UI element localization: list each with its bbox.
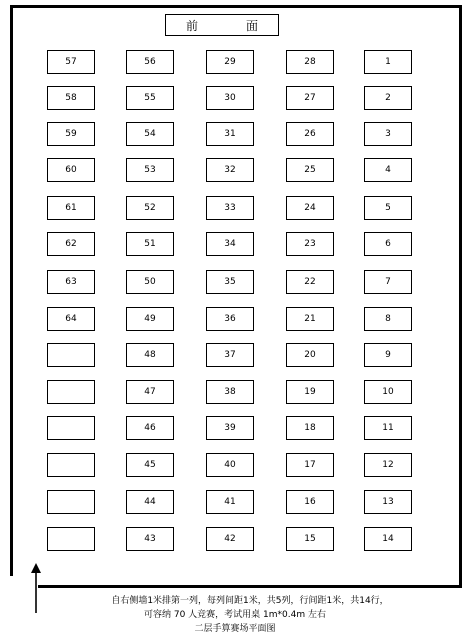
desk-seat: 16 xyxy=(286,490,334,514)
desk-seat: 57 xyxy=(47,50,95,74)
desk-seat xyxy=(47,527,95,551)
desk-seat: 49 xyxy=(126,307,174,331)
front-label-text: 前 面 xyxy=(185,18,276,33)
desk-seat xyxy=(47,416,95,440)
desk-seat: 13 xyxy=(364,490,412,514)
desk-seat: 60 xyxy=(47,158,95,182)
desk-seat: 47 xyxy=(126,380,174,404)
desk-seat: 7 xyxy=(364,270,412,294)
desk-seat: 62 xyxy=(47,232,95,256)
desk-seat: 12 xyxy=(364,453,412,477)
desk-seat: 14 xyxy=(364,527,412,551)
caption-line-1: 自右侧墙1米排第一列，每列间距1米，共5列，行间距1米，共14行， xyxy=(111,596,389,606)
desk-seat: 48 xyxy=(126,343,174,367)
desk-seat: 27 xyxy=(286,86,334,110)
desk-seat: 5 xyxy=(364,196,412,220)
desk-seat: 41 xyxy=(206,490,254,514)
desk-seat: 3 xyxy=(364,122,412,146)
desk-seat: 50 xyxy=(126,270,174,294)
desk-seat: 51 xyxy=(126,232,174,256)
desk-seat: 45 xyxy=(126,453,174,477)
caption-line-2: 可容纳 70 人竞赛，考试用桌 1m*0.4m 左右 xyxy=(144,610,326,620)
front-label xyxy=(165,14,279,36)
desk-seat: 1 xyxy=(364,50,412,74)
desk-seat: 4 xyxy=(364,158,412,182)
desk-seat: 18 xyxy=(286,416,334,440)
desk-seat: 19 xyxy=(286,380,334,404)
desk-seat: 37 xyxy=(206,343,254,367)
desk-seat: 32 xyxy=(206,158,254,182)
desk-seat: 26 xyxy=(286,122,334,146)
desk-seat: 54 xyxy=(126,122,174,146)
desk-seat: 40 xyxy=(206,453,254,477)
desk-seat: 17 xyxy=(286,453,334,477)
desk-seat: 33 xyxy=(206,196,254,220)
desk-seat: 46 xyxy=(126,416,174,440)
desk-seat: 53 xyxy=(126,158,174,182)
desk-seat xyxy=(47,343,95,367)
desk-seat: 34 xyxy=(206,232,254,256)
desk-seat: 20 xyxy=(286,343,334,367)
desk-seat: 64 xyxy=(47,307,95,331)
desk-seat: 36 xyxy=(206,307,254,331)
desk-seat: 44 xyxy=(126,490,174,514)
desk-seat: 56 xyxy=(126,50,174,74)
desk-seat: 10 xyxy=(364,380,412,404)
desk-seat: 61 xyxy=(47,196,95,220)
desk-seat: 11 xyxy=(364,416,412,440)
desk-seat: 30 xyxy=(206,86,254,110)
desk-seat: 6 xyxy=(364,232,412,256)
desk-seat: 21 xyxy=(286,307,334,331)
desk-seat xyxy=(47,490,95,514)
desk-seat xyxy=(47,453,95,477)
desk-seat: 38 xyxy=(206,380,254,404)
desk-seat: 42 xyxy=(206,527,254,551)
desk-seat: 22 xyxy=(286,270,334,294)
caption-title: 二层手算赛场平面图 xyxy=(194,624,276,634)
desk-seat: 39 xyxy=(206,416,254,440)
desk-seat: 29 xyxy=(206,50,254,74)
desk-seat: 55 xyxy=(126,86,174,110)
desk-seat: 2 xyxy=(364,86,412,110)
desk-seat: 15 xyxy=(286,527,334,551)
desk-seat: 28 xyxy=(286,50,334,74)
desk-seat: 31 xyxy=(206,122,254,146)
desk-seat: 59 xyxy=(47,122,95,146)
desk-seat: 8 xyxy=(364,307,412,331)
desk-seat: 43 xyxy=(126,527,174,551)
desk-seat: 23 xyxy=(286,232,334,256)
desk-seat: 25 xyxy=(286,158,334,182)
desk-seat xyxy=(47,380,95,404)
desk-seat: 35 xyxy=(206,270,254,294)
desk-seat: 52 xyxy=(126,196,174,220)
desk-seat: 63 xyxy=(47,270,95,294)
desk-seat: 9 xyxy=(364,343,412,367)
desk-seat: 24 xyxy=(286,196,334,220)
desk-seat: 58 xyxy=(47,86,95,110)
